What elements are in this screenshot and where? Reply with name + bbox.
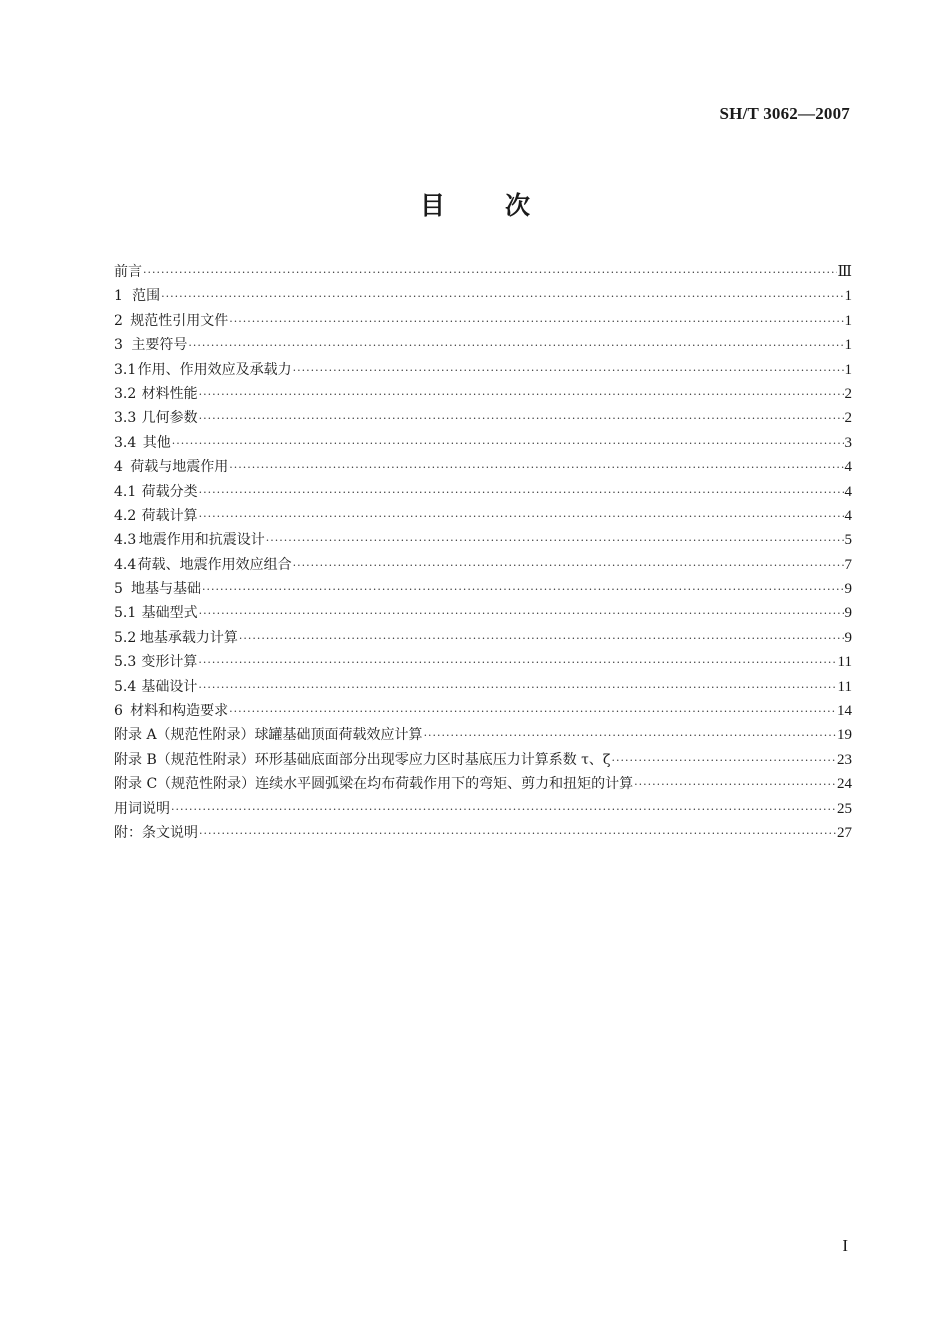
toc-entry-number: 2	[114, 312, 123, 329]
toc-entry-page: 5	[844, 532, 852, 549]
toc-entry[interactable]	[114, 675, 852, 699]
toc-dot-leader	[143, 261, 837, 285]
toc-dot-leader	[229, 310, 843, 334]
toc-entry-number: 3.1	[114, 361, 137, 378]
toc-entry-label: 附录 A（规范性附录）球罐基础顶面荷载效应计算	[114, 727, 423, 744]
toc-entry[interactable]	[114, 504, 852, 528]
toc-entry-number: 5.3	[114, 654, 137, 671]
toc-entry-label: 附：条文说明	[114, 824, 198, 841]
toc-entry-label: 地基承载力计算	[139, 629, 238, 646]
toc-entry[interactable]	[114, 650, 852, 674]
standard-code: SH/T 3062—2007	[719, 104, 850, 123]
toc-dot-leader	[199, 505, 844, 529]
toc-entry[interactable]	[114, 577, 852, 601]
toc-entry-label: 范围	[132, 288, 161, 305]
toc-entry-number: 3.4	[114, 434, 137, 451]
table-of-contents	[114, 260, 852, 845]
toc-entry-page: Ⅲ	[837, 264, 852, 280]
toc-entry-label: 荷载计算	[141, 507, 198, 524]
toc-entry-label: 作用、作用效应及承载力	[137, 361, 292, 378]
toc-dot-leader	[198, 676, 836, 700]
toc-entry-label: 荷载与地震作用	[130, 459, 229, 476]
toc-entry[interactable]	[114, 553, 852, 577]
toc-entry-number: 4.3	[114, 532, 137, 549]
toc-entry-label: 前言	[114, 264, 142, 280]
toc-entry-label: 几何参数	[141, 410, 198, 427]
toc-dot-leader	[229, 700, 836, 724]
toc-dot-leader	[293, 359, 844, 383]
toc-dot-leader	[239, 627, 844, 651]
toc-entry-label: 基础设计	[141, 678, 198, 695]
toc-entry-number: 5.2	[114, 629, 137, 646]
toc-entry-number: 5.4	[114, 678, 137, 695]
toc-dot-leader	[266, 529, 844, 553]
toc-dot-leader	[199, 383, 844, 407]
toc-entry[interactable]	[114, 431, 852, 455]
toc-entry-page: 2	[844, 385, 852, 402]
toc-entry[interactable]	[114, 528, 852, 552]
toc-entry[interactable]	[114, 626, 852, 650]
toc-entry-label: 规范性引用文件	[130, 312, 229, 329]
toc-dot-leader	[161, 285, 843, 309]
toc-entry[interactable]	[114, 309, 852, 333]
toc-entry-page: 24	[837, 776, 852, 793]
toc-entry-page: 23	[837, 751, 852, 768]
toc-entry[interactable]	[114, 260, 852, 284]
toc-entry[interactable]	[114, 480, 852, 504]
toc-dot-leader	[199, 822, 836, 846]
toc-dot-leader	[188, 334, 843, 358]
toc-entry-page: 11	[837, 654, 852, 671]
toc-entry[interactable]	[114, 455, 852, 479]
toc-entry[interactable]	[114, 797, 852, 821]
toc-entry[interactable]	[114, 699, 852, 723]
toc-entry[interactable]	[114, 772, 852, 796]
toc-entry-number: 3	[114, 337, 123, 354]
toc-entry-label: 地震作用和抗震设计	[138, 532, 265, 549]
toc-entry-number: 5.1	[114, 605, 137, 622]
toc-entry[interactable]	[114, 382, 852, 406]
toc-entry-number: 6	[114, 703, 123, 720]
toc-dot-leader	[612, 749, 836, 773]
toc-entry-page: 1	[844, 337, 852, 354]
toc-entry-label: 用词说明	[114, 800, 170, 817]
toc-entry-label: 附录 C（规范性附录）连续水平圆弧梁在均布荷载作用下的弯矩、剪力和扭矩的计算	[114, 776, 634, 793]
title-char-1: 目	[419, 191, 445, 220]
toc-dot-leader	[202, 578, 843, 602]
toc-dot-leader	[229, 456, 843, 480]
toc-entry-page: 7	[844, 556, 852, 573]
toc-entry-number: 1	[114, 288, 123, 305]
toc-entry-label: 变形计算	[141, 654, 198, 671]
toc-entry-label: 地基与基础	[131, 581, 202, 598]
title-char-2: 次	[505, 191, 531, 220]
toc-entry-page: 2	[844, 410, 852, 427]
toc-entry-page: 1	[844, 312, 852, 329]
toc-entry-number: 4	[114, 459, 123, 476]
toc-entry-label: 材料和构造要求	[130, 703, 229, 720]
toc-entry-page: 1	[844, 288, 852, 305]
page-title	[0, 186, 950, 222]
toc-dot-leader	[171, 798, 836, 822]
toc-dot-leader	[634, 773, 836, 797]
toc-entry[interactable]	[114, 284, 852, 308]
toc-entry-page: 9	[844, 581, 852, 598]
toc-entry-page: 14	[837, 703, 852, 720]
toc-dot-leader	[199, 407, 844, 431]
page-number: I	[842, 1236, 848, 1255]
toc-dot-leader	[199, 481, 844, 505]
toc-entry-page: 4	[844, 507, 852, 524]
toc-entry-number: 3.2	[114, 385, 137, 402]
toc-entry-number: 3.3	[114, 410, 137, 427]
toc-entry-page: 9	[844, 605, 852, 622]
toc-entry-label: 主要符号	[131, 337, 188, 354]
toc-dot-leader	[172, 432, 844, 456]
toc-entry-page: 3	[844, 434, 852, 451]
toc-entry-label: 基础型式	[141, 605, 198, 622]
toc-dot-leader	[199, 602, 844, 626]
toc-entry[interactable]	[114, 748, 852, 772]
toc-entry-label: 材料性能	[141, 385, 198, 402]
toc-entry-page: 9	[844, 629, 852, 646]
toc-entry-page: 27	[837, 824, 852, 841]
toc-entry[interactable]	[114, 723, 852, 747]
toc-dot-leader	[293, 554, 844, 578]
toc-entry[interactable]	[114, 333, 852, 357]
toc-entry-page: 11	[837, 678, 852, 695]
toc-entry-number: 5	[114, 581, 123, 598]
toc-entry-number: 4.2	[114, 507, 137, 524]
toc-entry[interactable]	[114, 601, 852, 625]
toc-entry-number: 4.1	[114, 483, 137, 500]
toc-entry-page: 19	[837, 727, 852, 744]
toc-entry-label: 荷载分类	[141, 483, 198, 500]
toc-dot-leader	[424, 724, 836, 748]
toc-entry-page: 4	[844, 459, 852, 476]
toc-entry-number: 4.4	[114, 556, 137, 573]
toc-entry[interactable]	[114, 406, 852, 430]
toc-entry-label: 其他	[142, 434, 171, 451]
toc-entry[interactable]	[114, 821, 852, 845]
toc-entry-label: 附录 B（规范性附录）环形基础底面部分出现零应力区时基底压力计算系数 τ、ζ	[114, 751, 611, 768]
toc-entry-label: 荷载、地震作用效应组合	[137, 556, 292, 573]
toc-entry-page: 1	[844, 361, 852, 378]
toc-entry-page: 4	[844, 483, 852, 500]
toc-entry[interactable]	[114, 358, 852, 382]
toc-dot-leader	[198, 651, 836, 675]
toc-entry-page: 25	[837, 800, 852, 817]
